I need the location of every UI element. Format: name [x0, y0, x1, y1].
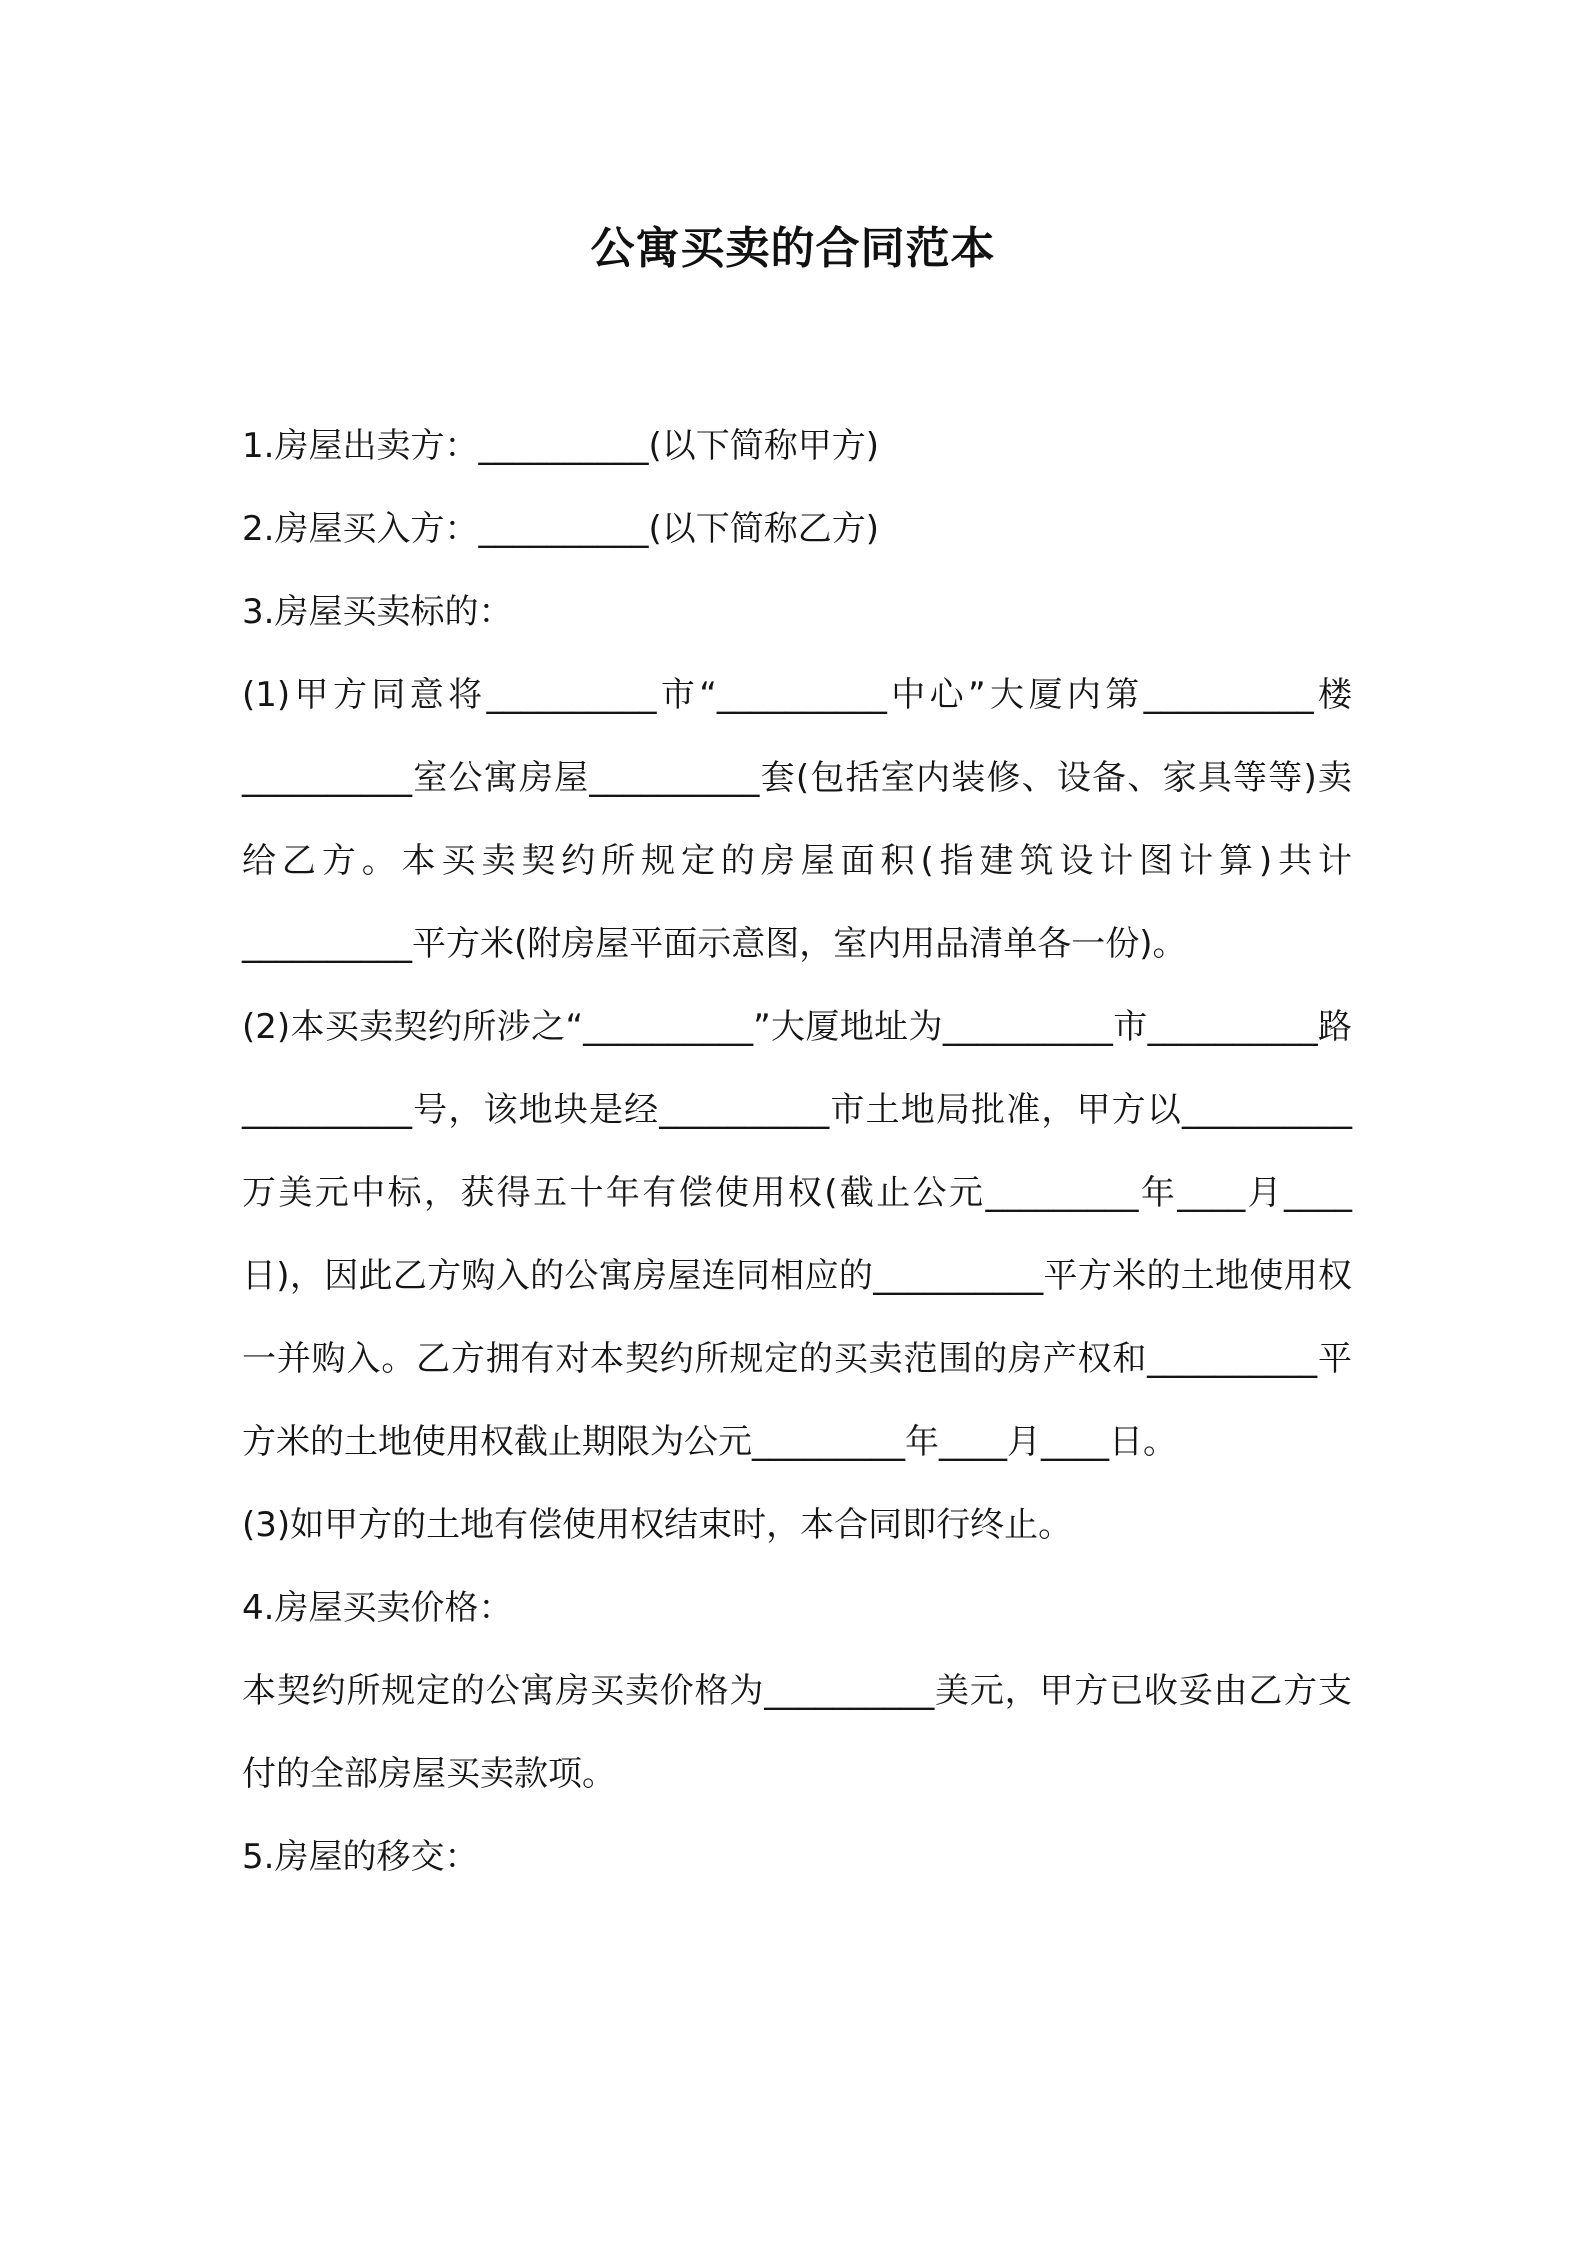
clause-subject-3: (3)如甲方的土地有偿使用权结束时，本合同即行终止。 — [242, 1505, 1073, 1545]
document-title: 公寓买卖的合同范本 — [590, 223, 996, 274]
clause-price-body: 本契约所规定的公寓房买卖价格为__________美元，甲方已收妥由乙方支付的全部房屋买卖款项。 — [242, 1671, 1352, 1794]
clause-subject-1: (1)甲方同意将__________市“__________中心”大厦内第__________楼__________室公寓房屋__________套(包括室内装修、设备、家具等等)卖给乙方。本买卖契约所规定的房屋面积(指建筑设计图计算)共计__________平方米(附房屋平面示意图，室内用品清单各一份)。 — [242, 675, 1352, 964]
clause-price-heading: 4.房屋买卖价格： — [242, 1588, 513, 1628]
clause-handover-heading: 5.房屋的移交： — [242, 1837, 479, 1877]
clause-subject-heading: 3.房屋买卖标的： — [242, 592, 513, 632]
clause-subject-2: (2)本买卖契约所涉之“__________”大厦地址为__________市__________路__________号，该地块是经__________市土地局批准，甲方以__________万美元中标，获得五十年有偿使用权(截止公元_________年____月____日)，因此乙方购入的公寓房屋连同相应的__________平方米的土地使用权一并购入。乙方拥有对本契约所规定的买卖范围的房产权和__________平方米的土地使用权截止期限为公元_________年____月____日。 — [242, 1007, 1352, 1462]
clause-seller: 1.房屋出卖方：__________(以下简称甲方) — [242, 426, 879, 466]
document-body — [242, 405, 1352, 1899]
clause-buyer: 2.房屋买入方：__________(以下简称乙方) — [242, 509, 879, 549]
